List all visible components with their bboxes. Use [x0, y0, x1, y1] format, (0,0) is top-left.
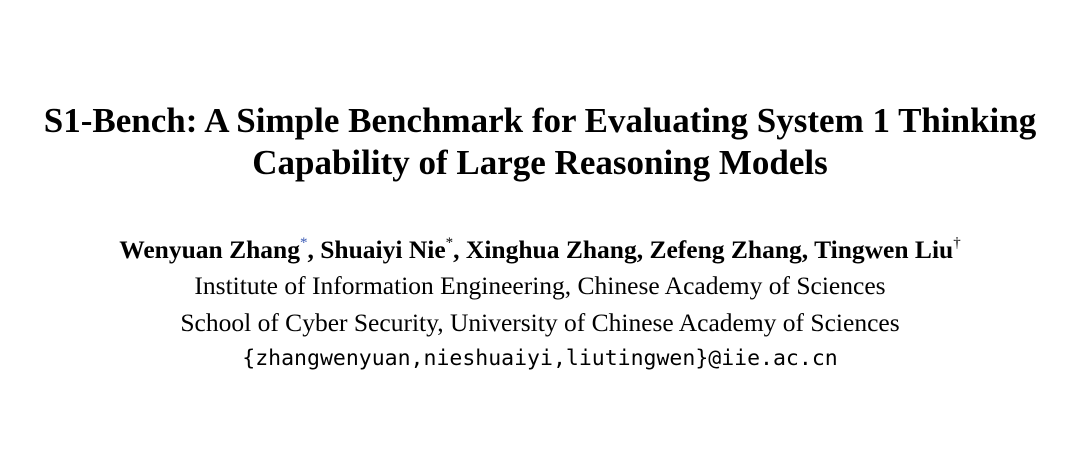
author-separator: ,	[636, 235, 650, 264]
author-separator: ,	[453, 235, 466, 264]
author-name: Wenyuan Zhang	[119, 235, 300, 264]
paper-title-line-2: Capability of Large Reasoning Models	[252, 143, 828, 182]
author-name: Shuaiyi Nie	[320, 235, 446, 264]
author-name: Tingwen Liu	[814, 235, 954, 264]
author-name: Xinghua Zhang	[465, 235, 637, 264]
corresponding-author-mark: †	[953, 234, 961, 251]
author-emails: {zhangwenyuan,nieshuaiyi,liutingwen}@iie.ac.cn	[242, 346, 838, 371]
paper-title-line-1: S1-Bench: A Simple Benchmark for Evaluating System 1 Thinking	[43, 101, 1037, 140]
equal-contribution-mark: *	[445, 234, 454, 251]
author-list	[0, 233, 1080, 267]
author-name: Zefeng Zhang	[649, 235, 802, 264]
author-separator: ,	[801, 235, 815, 264]
affiliation-2: School of Cyber Security, University of Chinese Academy of Sciences	[180, 308, 900, 337]
affiliation-1: Institute of Information Engineering, Chinese Academy of Sciences	[194, 271, 886, 300]
equal-contribution-mark[interactable]: *	[299, 234, 308, 251]
author-separator: ,	[307, 235, 321, 264]
